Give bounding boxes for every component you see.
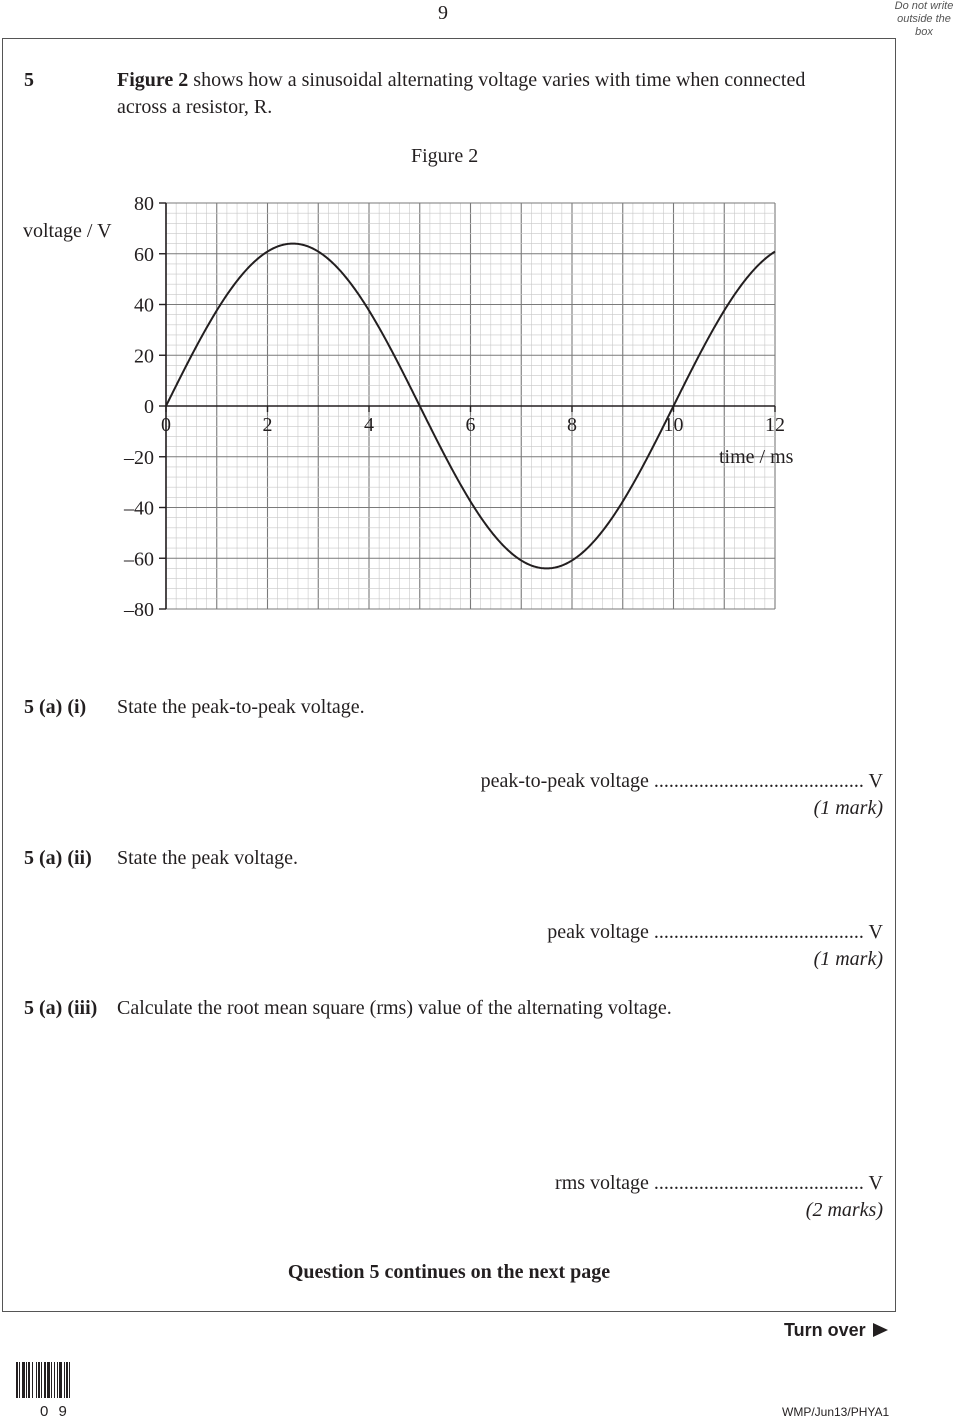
- barcode-bar: [28, 1362, 30, 1398]
- voltage-time-graph: [0, 0, 960, 640]
- part-a-ii-question: State the peak voltage.: [117, 847, 299, 869]
- y-tick-label: 0: [144, 396, 154, 418]
- part-a-iii-marks: (2 marks): [805, 1199, 883, 1221]
- answer-dots[interactable]: ..........................................: [653, 1172, 864, 1194]
- barcode-bar: [69, 1362, 70, 1398]
- intro-text-line-1: shows how a sinusoidal alternating voltage varies with time when connected: [188, 69, 806, 91]
- answer-label: rms voltage: [555, 1172, 654, 1194]
- part-a-i-question: State the peak-to-peak voltage.: [117, 696, 365, 718]
- y-tick-label: –20: [124, 446, 154, 469]
- margin-note-line: outside the: [897, 13, 951, 25]
- page-code: 0 9: [40, 1403, 70, 1420]
- y-axis-label: voltage / V: [23, 220, 112, 242]
- y-tick-label: 80: [134, 193, 154, 215]
- question-number: 5: [24, 69, 34, 91]
- part-a-ii-answer-line[interactable]: [547, 919, 883, 946]
- margin-note-line: box: [915, 26, 933, 38]
- x-tick-label: 4: [364, 414, 374, 436]
- answer-unit: V: [863, 921, 883, 943]
- y-tick-label: –40: [124, 497, 154, 520]
- y-tick-label: 40: [134, 294, 154, 317]
- y-tick-label: –60: [124, 548, 154, 571]
- margin-note-line: Do not write: [894, 0, 954, 12]
- part-a-ii-marks: (1 mark): [813, 948, 883, 970]
- answer-unit: V: [863, 770, 883, 792]
- barcode-bar: [57, 1362, 58, 1398]
- barcode-bar: [38, 1362, 40, 1398]
- x-tick-label: 0: [161, 414, 171, 436]
- answer-dots[interactable]: ..........................................: [653, 770, 864, 792]
- barcode: [14, 1362, 104, 1404]
- right-arrow-icon: [871, 1322, 889, 1338]
- barcode-bar: [51, 1362, 52, 1398]
- y-tick-label: 20: [134, 345, 154, 368]
- answer-dots[interactable]: ..........................................: [653, 921, 864, 943]
- part-a-ii-label: 5 (a) (ii): [24, 847, 92, 869]
- x-tick-label: 2: [262, 414, 273, 436]
- barcode-bar: [32, 1362, 33, 1398]
- continues-note: Question 5 continues on the next page: [287, 1261, 611, 1283]
- answer-label: peak voltage: [547, 921, 654, 943]
- barcode-bar: [19, 1362, 20, 1398]
- figure-caption: Figure 2: [411, 145, 479, 167]
- part-a-iii-label: 5 (a) (iii): [24, 997, 98, 1019]
- y-tick-label: –80: [124, 599, 154, 621]
- barcode-bar: [64, 1362, 65, 1398]
- part-a-iii-answer-line[interactable]: [555, 1170, 883, 1197]
- barcode-bar: [22, 1362, 25, 1398]
- barcode-bar: [36, 1362, 37, 1398]
- x-axis-label: time / ms: [719, 446, 794, 468]
- barcode-bar: [26, 1362, 27, 1398]
- answer-label: peak-to-peak voltage: [480, 770, 654, 792]
- x-tick-label: 10: [663, 414, 684, 436]
- part-a-i-answer-line[interactable]: [481, 768, 883, 795]
- answer-unit: V: [863, 1172, 883, 1194]
- barcode-bar: [54, 1362, 55, 1398]
- barcode-bar: [59, 1362, 62, 1398]
- x-tick-label: 8: [567, 414, 577, 436]
- part-a-iii-question: Calculate the root mean square (rms) value of the alternating voltage.: [117, 997, 672, 1019]
- barcode-bar: [47, 1362, 50, 1398]
- part-a-i-label: 5 (a) (i): [24, 696, 87, 718]
- turn-over[interactable]: [784, 1320, 889, 1341]
- barcode-bar: [16, 1362, 18, 1398]
- barcode-bar: [66, 1362, 68, 1398]
- axis-tick-labels: [123, 193, 785, 621]
- page-number: 9: [438, 2, 448, 24]
- turn-over-label: Turn over: [784, 1320, 866, 1340]
- x-tick-label: 6: [465, 414, 476, 436]
- intro-text-line-2: across a resistor, R.: [117, 96, 273, 118]
- figure-reference: Figure 2: [117, 69, 189, 91]
- barcode-bar: [44, 1362, 46, 1398]
- barcode-bar: [41, 1362, 42, 1398]
- y-tick-label: 60: [134, 243, 154, 266]
- part-a-i-marks: (1 mark): [813, 797, 883, 819]
- x-tick-label: 12: [765, 414, 785, 436]
- paper-reference: WMP/Jun13/PHYA1: [782, 1405, 890, 1419]
